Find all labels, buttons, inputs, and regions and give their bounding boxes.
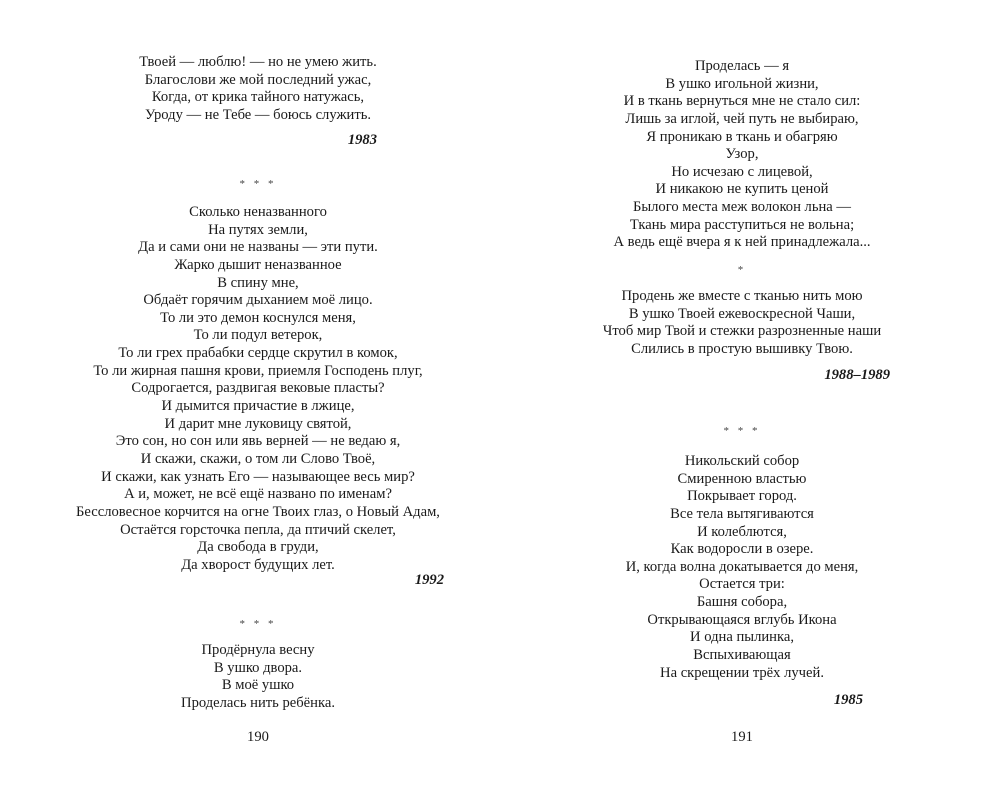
poem-line: А ведь ещё вчера я к ней принадлежала...	[613, 234, 871, 251]
poem-line: Это сон, но сон или явь верней — не ведаю я,	[115, 433, 401, 450]
poem-line: В ушко игольной жизни,	[665, 75, 819, 92]
poem-line: И дарит мне луковицу святой,	[164, 415, 352, 432]
poem-line: Уроду — не Тебе — боюсь служить.	[144, 106, 372, 123]
poem-line: Когда, от крика тайного натужась,	[151, 89, 365, 106]
poem-line: Твоей — люблю! — но не умею жить.	[139, 54, 377, 70]
poem-date: 1992	[414, 572, 444, 588]
poem-line: И колеблются,	[697, 523, 787, 540]
poem-line: Никольский собор	[684, 453, 800, 469]
poem-line: Жарко дышит неназванное	[174, 256, 342, 273]
poem-line: Чтоб мир Твой и стежки разрозненные наши	[602, 323, 882, 340]
poem-line: Да хворост будущих лет.	[181, 556, 335, 573]
poem-line: И никакою не купить ценой	[655, 181, 829, 198]
poem-line: Ткань мира расступиться не вольна;	[629, 216, 855, 233]
poem-line: Продёрнула весну	[201, 642, 315, 658]
poem-line: В ушко двора.	[213, 659, 303, 676]
page-number: 190	[247, 729, 269, 745]
poem-end-lines	[139, 54, 376, 125]
poem-line: То ли подул ветерок,	[193, 327, 323, 344]
section-separator: * * *	[239, 178, 277, 190]
section-separator: * * *	[723, 425, 761, 437]
poem-line: Открывающаяся вглубь Икона	[647, 611, 837, 628]
poem-line: Лишь за иглой, чей путь не выбираю,	[625, 110, 859, 127]
poem-line: Все тела вытягиваются	[670, 505, 814, 522]
poem-line: Башня собора,	[696, 594, 788, 611]
poem-line: И в ткань вернуться мне не стало сил:	[623, 93, 861, 110]
poem-line: На путях земли,	[208, 221, 308, 238]
poem-line: В ушко Твоей ежевоскресной Чаши,	[628, 305, 856, 322]
poem-line: Вспыхивающая	[693, 647, 791, 664]
poem-line: То ли грех прабабки сердце скрутил в комок,	[118, 345, 398, 362]
poem-line: Да свобода в груди,	[197, 539, 319, 556]
poem-line: Содрогается, раздвигая вековые пласты?	[131, 380, 385, 397]
poem-line: Остается три:	[699, 576, 785, 593]
poem-lines	[613, 58, 870, 252]
poem-lines	[76, 204, 440, 574]
poem-lines	[603, 288, 881, 359]
poem-line: Обдаёт горячим дыханием моё лицо.	[143, 292, 373, 309]
poem-line: Да и сами они не названы — эти пути.	[138, 239, 378, 256]
poem-lines	[181, 642, 335, 713]
poem-line: Как водоросли в озере.	[670, 541, 814, 558]
poem-line: Бессловесное корчится на огне Твоих глаз, о Новый Адам,	[76, 503, 440, 520]
poem-line: В спину мне,	[217, 274, 299, 291]
section-separator: * * *	[239, 618, 277, 630]
poem-date: 1985	[833, 692, 863, 708]
poem-line: То ли жирная пашня крови, приемля Господень плуг,	[93, 362, 423, 379]
poem-line: Но исчезаю с лицевой,	[671, 163, 813, 180]
poem-line: Проделась нить ребёнка.	[181, 694, 335, 711]
poem-date: 1983	[347, 132, 377, 148]
page-number: 191	[731, 729, 753, 745]
poem-line: И скажи, скажи, о том ли Слово Твоё,	[140, 450, 376, 467]
poem-line: Смиренною властью	[677, 470, 807, 487]
poem-line: Узор,	[725, 146, 759, 163]
poem-line: Покрывает город.	[687, 488, 797, 505]
poem-line: В моё ушко	[221, 677, 295, 694]
poem-line: И дымится причастие в лжице,	[161, 398, 355, 415]
poem-line: И одна пылинка,	[690, 629, 794, 646]
poem-line: Остаётся горсточка пепла, да птичий скелет,	[120, 521, 396, 538]
poem-line: И, когда волна докатывается до меня,	[625, 558, 859, 575]
poem-line: То ли это демон коснулся меня,	[160, 309, 356, 326]
poem-line: Я проникаю в ткань и обагряю	[646, 128, 838, 145]
poem-line: И скажи, как узнать Его — называющее весь мир?	[101, 468, 415, 485]
poem-line: Слились в простую вышивку Твою.	[631, 340, 853, 357]
poem-line: Проделась — я	[694, 58, 790, 74]
poem-line: Продень же вместе с тканью нить мою	[621, 288, 863, 304]
poem-line: Сколько неназванного	[189, 204, 327, 220]
poem-line: Благослови же мой последний ужас,	[144, 71, 372, 88]
stanza-separator: *	[737, 264, 747, 276]
poem-line: А и, может, не всё ещё названо по именам?	[124, 486, 392, 503]
poem-date: 1988–1989	[824, 367, 890, 383]
poem-line: На скрещении трёх лучей.	[660, 664, 824, 681]
poem-lines	[626, 453, 859, 682]
poem-line: Былого места меж волокон льна —	[632, 199, 852, 216]
